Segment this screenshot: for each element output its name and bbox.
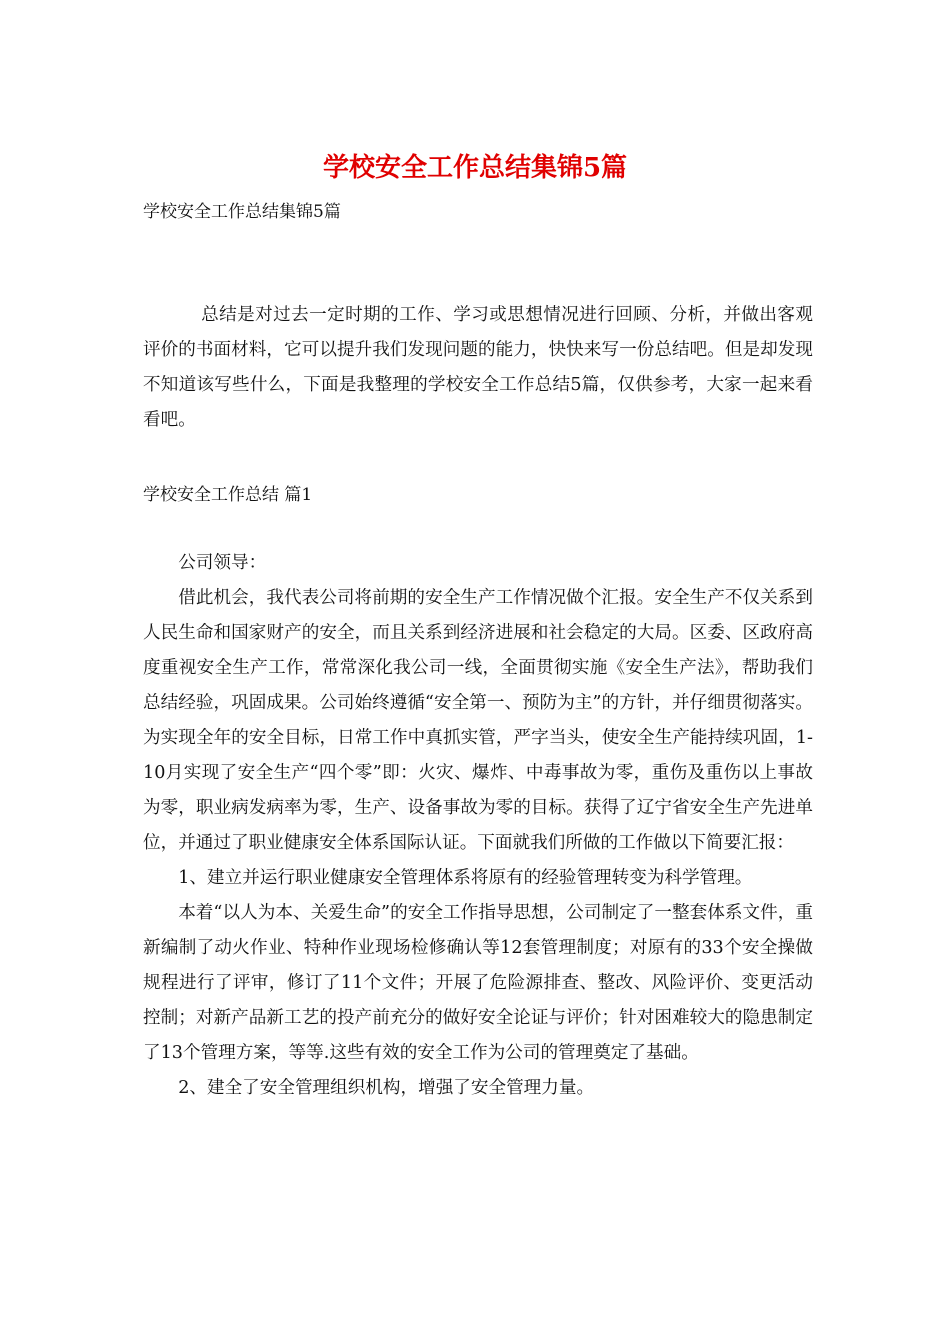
document-subtitle: 学校安全工作总结集锦5篇: [143, 202, 341, 222]
body-paragraph: 本着“以人为本、关爱生命”的安全工作指导思想，公司制定了一整套体系文件，重新编制了动火作业、特种作业现场检修确认等12套管理制度；对原有的33个安全操做规程进行了评审，修订了11个文件；开展了危险源排查、整改、风险评价、变更活动控制；对新产品新工艺的投产前充分的做好安全论证与评价；针对困难较大的隐患制定了13个管理方案，等等.这些有效的安全工作为公司的管理奠定了基础。: [143, 903, 813, 1063]
intro-paragraph: 总结是对过去一定时期的工作、学习或思想情况进行回顾、分析，并做出客观评价的书面材料，它可以提升我们发现问题的能力，快快来写一份总结吧。但是却发现不知道该写些什么，下面是我整理的学校安全工作总结5篇，仅供参考，大家一起来看看吧。: [143, 305, 813, 430]
body-paragraph: 1、建立并运行职业健康安全管理体系将原有的经验管理转变为科学管理。: [178, 868, 753, 888]
section-heading: 学校安全工作总结 篇1: [143, 485, 313, 505]
document-title: 学校安全工作总结集锦5篇: [322, 153, 628, 183]
body-paragraph: 2、建全了安全管理组织机构，增强了安全管理力量。: [178, 1078, 595, 1098]
body-paragraph: 借此机会，我代表公司将前期的安全生产工作情况做个汇报。安全生产不仅关系到人民生命和国家财产的安全，而且关系到经济进展和社会稳定的大局。区委、区政府高度重视安全生产工作，常常深化我公司一线，全面贯彻实施《安全生产法》，帮助我们总结经验，巩固成果。公司始终遵循“安全第一、预防为主”的方针，并仔细贯彻落实。为实现全年的安全目标，日常工作中真抓实管，严字当头，使安全生产能持续巩固，1-10月实现了安全生产“四个零”即：火灾、爆炸、中毒事故为零，重伤及重伤以上事故为零，职业病发病率为零，生产、设备事故为零的目标。获得了辽宁省安全生产先进单位，并通过了职业健康安全体系国际认证。下面就我们所做的工作做以下简要汇报：: [143, 588, 813, 853]
intro-block: [143, 298, 813, 438]
section-body: [143, 546, 813, 1106]
salutation-paragraph: 公司领导：: [178, 553, 267, 573]
